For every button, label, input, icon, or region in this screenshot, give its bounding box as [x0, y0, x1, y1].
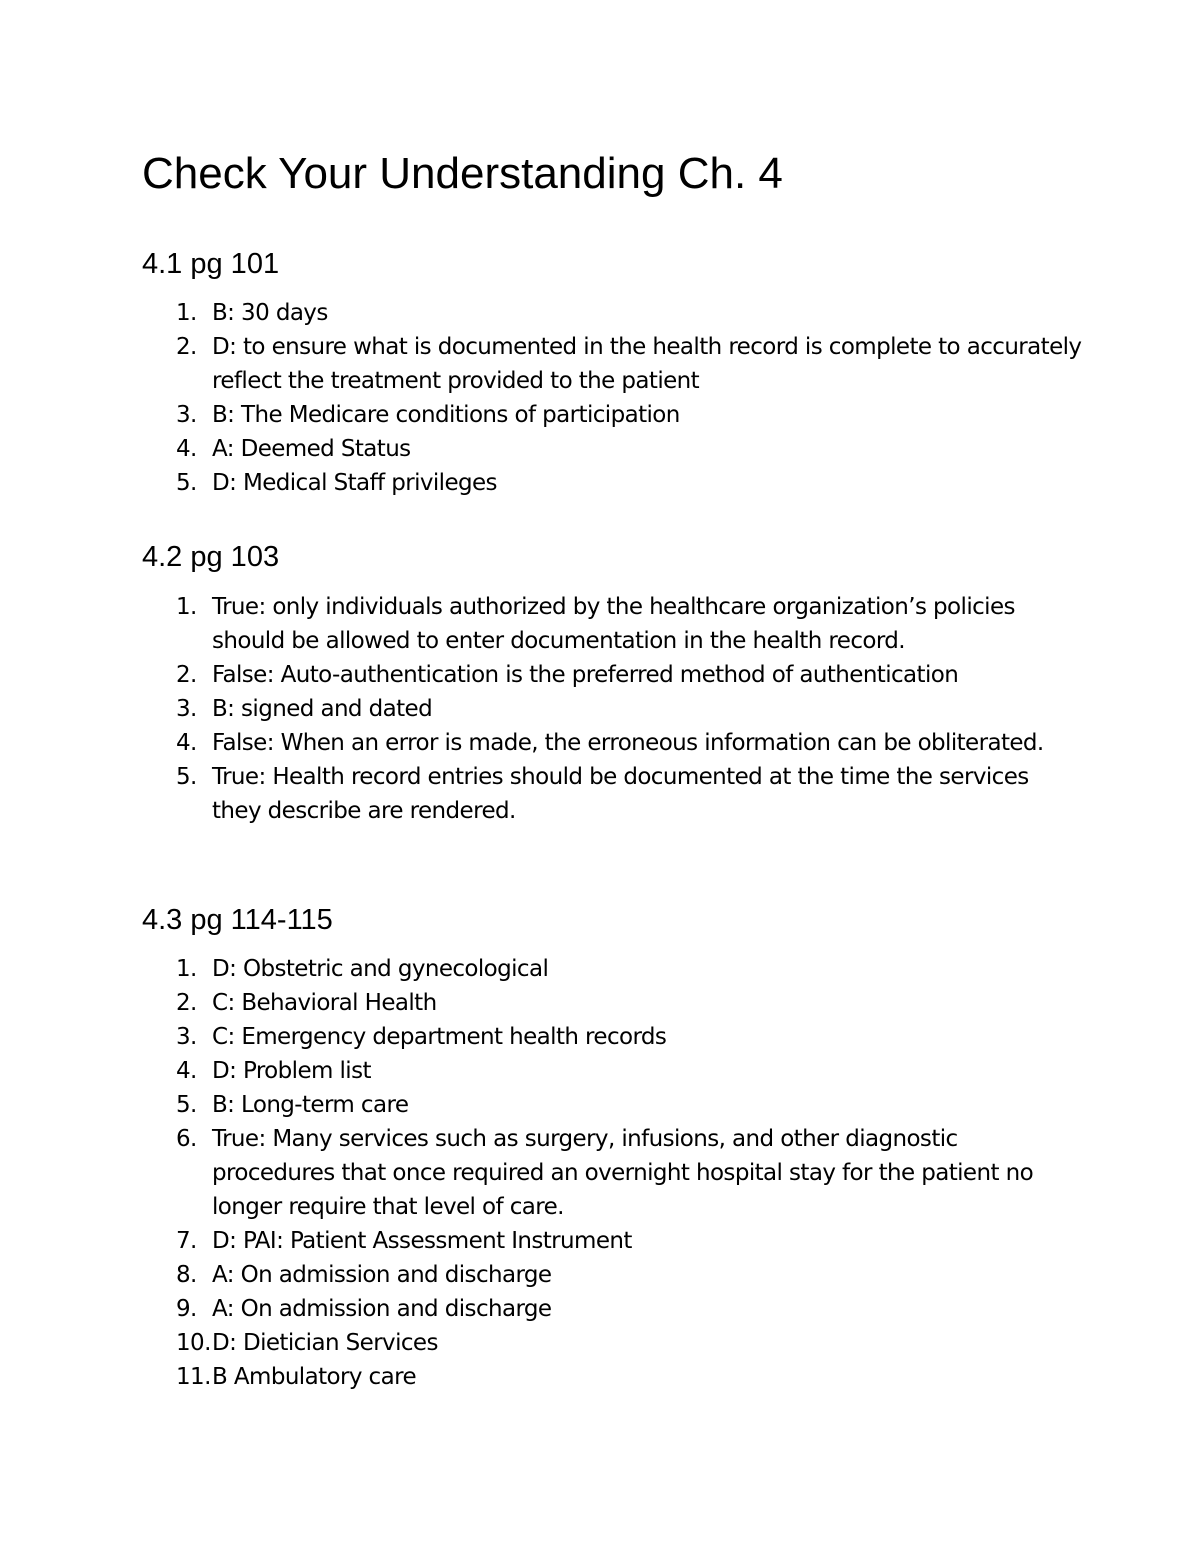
list-item-text: D: Dietician Services	[212, 1330, 438, 1356]
list-item-text: False: Auto-authentication is the preferred method of authentication	[212, 662, 959, 688]
list-item-text: True: Health record entries should be documented at the time the services they describe are rendered.	[212, 764, 1029, 824]
answer-list-4-1	[142, 296, 1082, 500]
list-item-number: 4.	[176, 436, 197, 462]
list-item	[142, 692, 1082, 726]
list-item	[142, 1020, 1082, 1054]
list-item-text: C: Emergency department health records	[212, 1024, 667, 1050]
list-item-number: 5.	[176, 470, 197, 496]
list-item-text: B: The Medicare conditions of participation	[212, 402, 680, 428]
list-item-number: 6.	[176, 1126, 197, 1152]
list-item	[142, 330, 1082, 398]
list-item-number: 10.	[176, 1330, 211, 1356]
list-item-text: D: PAI: Patient Assessment Instrument	[212, 1228, 632, 1254]
list-item-text: A: Deemed Status	[212, 436, 411, 462]
list-item-text: D: Problem list	[212, 1058, 371, 1084]
list-item-text: D: to ensure what is documented in the health record is complete to accurately reflect the treatment provided to the patient	[212, 334, 1082, 394]
list-item	[142, 986, 1082, 1020]
list-item-text: B Ambulatory care	[212, 1364, 416, 1390]
list-item	[142, 658, 1082, 692]
list-item-number: 3.	[176, 1024, 197, 1050]
list-item-number: 1.	[176, 300, 197, 326]
list-item-number: 7.	[176, 1228, 197, 1254]
list-item-text: False: When an error is made, the erroneous information can be obliterated.	[212, 730, 1044, 756]
list-item-text: A: On admission and discharge	[212, 1262, 552, 1288]
list-item	[142, 1360, 1082, 1394]
list-item	[142, 952, 1082, 986]
list-item-text: C: Behavioral Health	[212, 990, 437, 1016]
list-item-text: B: Long-term care	[212, 1092, 409, 1118]
list-item-number: 2.	[176, 990, 197, 1016]
list-item	[142, 1122, 1082, 1224]
document-title: Check Your Understanding Ch. 4	[142, 149, 783, 198]
list-item	[142, 1224, 1082, 1258]
list-item-number: 5.	[176, 1092, 197, 1118]
list-item-number: 9.	[176, 1296, 197, 1322]
section-heading-4-3: 4.3 pg 114-115	[142, 904, 333, 936]
list-item	[142, 1292, 1082, 1326]
list-item	[142, 296, 1082, 330]
answer-list-4-2	[142, 590, 1082, 828]
list-item	[142, 1326, 1082, 1360]
list-item-number: 1.	[176, 956, 197, 982]
section-heading-4-2: 4.2 pg 103	[142, 541, 280, 573]
list-item	[142, 398, 1082, 432]
list-item-text: D: Medical Staff privileges	[212, 470, 497, 496]
list-item-text: True: Many services such as surgery, infusions, and other diagnostic procedures that once required an overnight hospital stay for the patient no longer require that level of care.	[212, 1126, 1034, 1220]
list-item-text: B: signed and dated	[212, 696, 433, 722]
list-item-number: 3.	[176, 402, 197, 428]
list-item-number: 8.	[176, 1262, 197, 1288]
list-item-text: B: 30 days	[212, 300, 328, 326]
list-item-number: 4.	[176, 730, 197, 756]
list-item-number: 1.	[176, 594, 197, 620]
list-item	[142, 1054, 1082, 1088]
list-item-number: 5.	[176, 764, 197, 790]
list-item	[142, 760, 1082, 828]
list-item-number: 11.	[176, 1364, 211, 1390]
list-item-text: D: Obstetric and gynecological	[212, 956, 549, 982]
list-item	[142, 1088, 1082, 1122]
list-item-number: 3.	[176, 696, 197, 722]
list-item-text: True: only individuals authorized by the healthcare organization’s policies should be allowed to enter documentation in the health record.	[212, 594, 1015, 654]
list-item	[142, 1258, 1082, 1292]
list-item	[142, 466, 1082, 500]
list-item-number: 2.	[176, 334, 197, 360]
list-item-number: 2.	[176, 662, 197, 688]
list-item-text: A: On admission and discharge	[212, 1296, 552, 1322]
list-item	[142, 590, 1082, 658]
list-item	[142, 432, 1082, 466]
list-item	[142, 726, 1082, 760]
section-heading-4-1: 4.1 pg 101	[142, 248, 280, 280]
answer-list-4-3	[142, 952, 1082, 1394]
list-item-number: 4.	[176, 1058, 197, 1084]
